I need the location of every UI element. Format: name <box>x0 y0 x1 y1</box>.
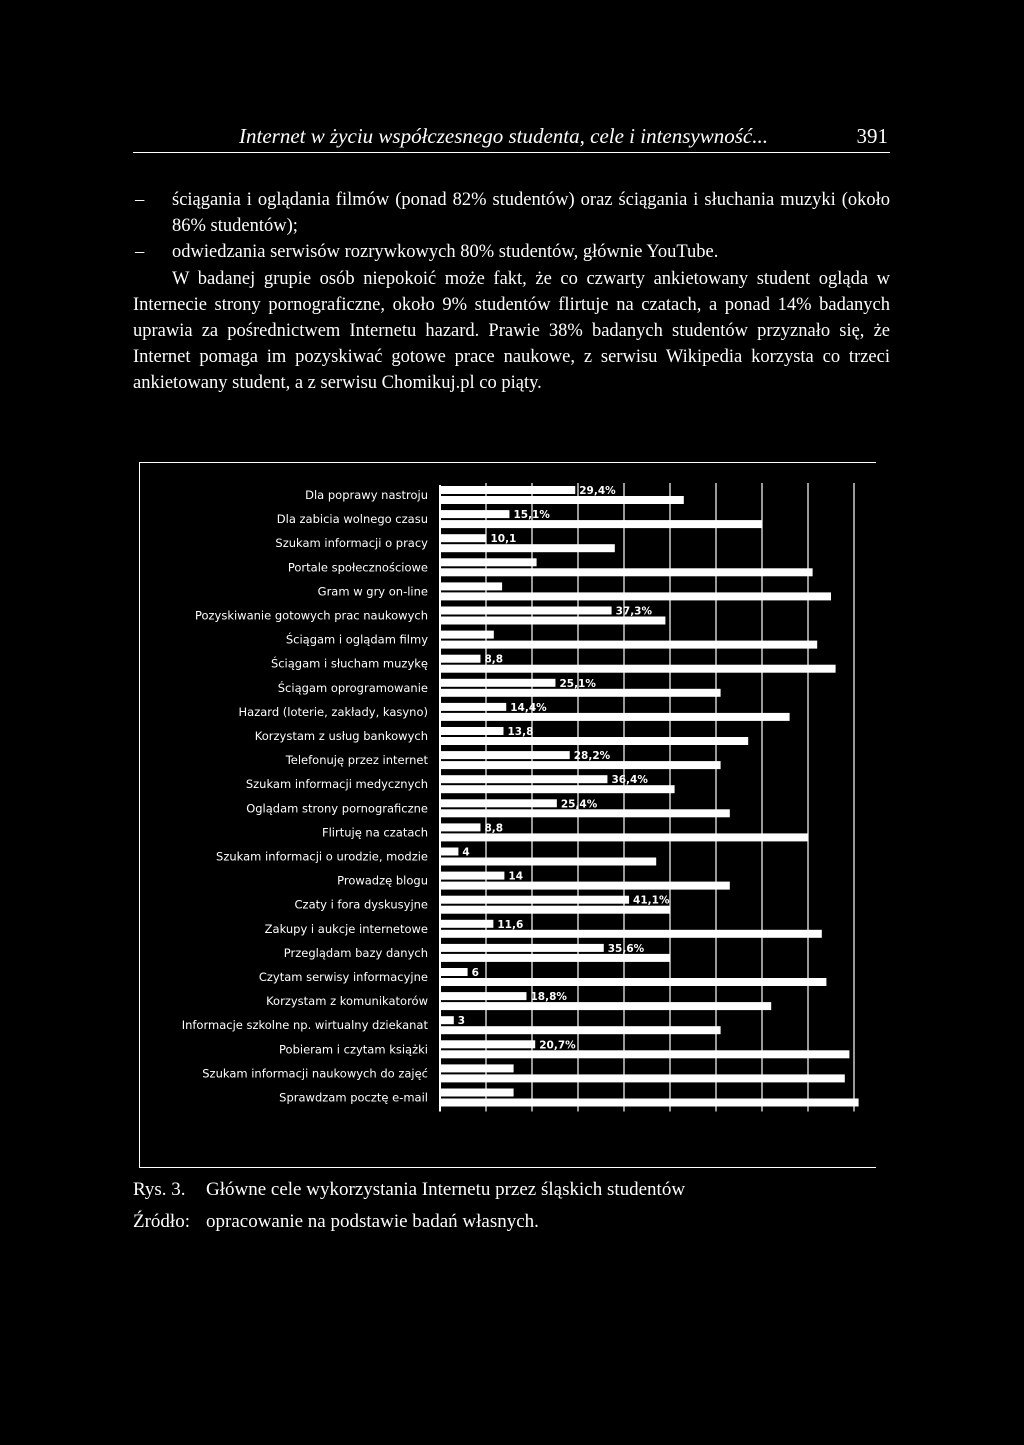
bar-series-2 <box>440 641 817 649</box>
data-label: 36,4% <box>611 774 648 787</box>
data-label: 3 <box>457 1015 466 1028</box>
category-label: Szukam informacji o urodzie, modzie <box>216 849 428 864</box>
bar-series-2 <box>440 785 675 793</box>
data-label: 10,1 <box>490 533 517 546</box>
category-label: Korzystam z usług bankowych <box>254 729 428 743</box>
category-label: Szukam informacji medycznych <box>245 777 428 792</box>
bar-series-2 <box>440 954 670 962</box>
bar-series-2 <box>440 568 813 576</box>
bar-series-1 <box>440 486 575 494</box>
page-number: 391 <box>856 124 888 148</box>
bar-series-1 <box>440 944 604 952</box>
bar-series-1 <box>440 1016 454 1024</box>
data-label: 8,8 <box>484 822 504 835</box>
data-label: 8,8 <box>484 653 504 666</box>
bar-series-2 <box>440 665 836 673</box>
bar-series-1 <box>440 510 509 518</box>
bar-series-1 <box>440 751 570 759</box>
bullet-dash: – <box>135 190 145 210</box>
running-header <box>133 122 890 153</box>
bar-series-1 <box>440 992 526 1000</box>
category-label: Sprawdzam pocztę e-mail <box>279 1090 428 1105</box>
data-label: 37,3% <box>615 605 653 618</box>
bar-series-2 <box>440 833 808 841</box>
category-label: Zakupy i aukcje internetowe <box>264 921 428 936</box>
bar-series-1 <box>440 534 486 542</box>
data-label: 4 <box>462 846 470 859</box>
bar-series-1 <box>440 775 607 783</box>
bar-series-2 <box>440 930 822 938</box>
data-label: 29,4% <box>579 485 616 497</box>
bar-series-2 <box>440 978 826 986</box>
bar-series-1 <box>440 872 504 880</box>
bar-series-1 <box>440 968 468 976</box>
bar-series-1 <box>440 727 503 735</box>
bar-series-1 <box>440 920 493 928</box>
bar-series-2 <box>440 882 730 890</box>
figure-caption: Rys. 3. Główne cele wykorzystania Internetu przez śląskich studentów <box>133 1179 686 1200</box>
category-label: Ściągam i słucham muzykę <box>270 656 428 671</box>
bar-series-1 <box>440 1064 514 1072</box>
bar-series-1 <box>440 582 502 590</box>
data-label: 28,2% <box>573 750 611 763</box>
category-label: Pozyskiwanie gotowych prac naukowych <box>194 608 428 623</box>
bar-series-2 <box>440 544 615 552</box>
category-label: Telefonuję przez internet <box>285 753 428 768</box>
category-label: Szukam informacji naukowych do zajęć <box>202 1066 428 1081</box>
category-label: Czytam serwisy informacyjne <box>258 970 428 984</box>
category-label: Ściągam oprogramowanie <box>277 680 428 695</box>
bar-series-1 <box>440 703 506 711</box>
bar-series-2 <box>440 906 670 914</box>
bullet-item <box>133 239 890 265</box>
data-label: 14 <box>508 870 524 883</box>
bar-series-2 <box>440 617 665 625</box>
figure-chart <box>139 462 876 1168</box>
bar-series-1 <box>440 558 537 566</box>
bullet-list <box>133 187 890 265</box>
bar-series-1 <box>440 655 480 663</box>
data-label: 41,1% <box>633 894 670 907</box>
data-label: 15,1% <box>513 509 550 522</box>
bar-series-2 <box>440 761 721 769</box>
category-label: Portale społecznościowe <box>287 560 428 575</box>
bar-series-1 <box>440 1089 514 1097</box>
category-label: Korzystam z komunikatorów <box>266 994 428 1009</box>
category-label: Pobieram i czytam książki <box>279 1042 428 1057</box>
bar-series-2 <box>440 713 790 721</box>
body-paragraph: W badanej grupie osób niepokoić może fakt, że co czwarty ankietowany student ogląda w Internecie strony pornograficzne, około 9% studentów flirtuje na czatach, a ponad 14% badanych uprawia za pośrednictwem Internetu hazard. Prawie 38% badanych studentów przyznało się, że Internet pomaga im pozyskiwać gotowe prace naukowe, z serwisu Wikipedia korzysta co trzeci ankietowany student, a z serwisu Chomikuj.pl co piąty. <box>133 269 890 393</box>
bar-series-1 <box>440 823 480 831</box>
data-label: 25,4% <box>560 798 598 811</box>
data-label: 35,6% <box>607 942 645 955</box>
data-label: 20,7% <box>539 1039 576 1052</box>
bar-series-2 <box>440 496 684 504</box>
category-label: Flirtuję na czatach <box>321 825 428 840</box>
category-label: Ściągam i oglądam filmy <box>285 632 428 647</box>
bar-series-2 <box>440 1099 859 1107</box>
bullet-text: ściągania i oglądania filmów (ponad 82% studentów) oraz ściągania i słuchania muzyki (około 86% studentów); <box>172 190 890 236</box>
category-label: Informacje szkolne np. wirtualny dziekanat <box>181 1018 428 1033</box>
data-label: 18,8% <box>530 991 567 1004</box>
bar-series-2 <box>440 520 762 528</box>
category-label: Dla poprawy nastroju <box>305 488 428 502</box>
bar-series-1 <box>440 1040 535 1048</box>
bullet-item <box>133 187 890 239</box>
bar-series-2 <box>440 1002 771 1010</box>
bar-series-1 <box>440 631 494 639</box>
bar-series-2 <box>440 737 748 745</box>
bar-series-1 <box>440 896 629 904</box>
category-label: Oglądam strony pornograficzne <box>246 801 428 816</box>
bar-series-2 <box>440 1074 845 1082</box>
bar-series-1 <box>440 679 555 687</box>
data-label: 11,6 <box>497 918 524 931</box>
bar-series-1 <box>440 799 557 807</box>
data-label: 6 <box>471 967 479 979</box>
data-label: 25,1% <box>559 677 596 690</box>
bar-series-1 <box>440 607 612 615</box>
category-label: Hazard (loterie, zakłady, kasyno) <box>238 704 428 719</box>
bar-series-2 <box>440 1026 721 1034</box>
category-label: Szukam informacji o pracy <box>275 536 428 551</box>
category-label: Dla zabicia wolnego czasu <box>276 512 428 527</box>
category-label: Gram w gry on-line <box>317 584 428 599</box>
bar-series-2 <box>440 592 831 600</box>
category-label: Czaty i fora dyskusyjne <box>294 897 428 912</box>
bar-chart <box>140 463 876 1167</box>
bar-series-2 <box>440 858 656 866</box>
bullet-text: odwiedzania serwisów rozrywkowych 80% studentów, głównie YouTube. <box>172 242 719 262</box>
header-title: Internet w życiu współczesnego studenta, cele i intensywność... <box>239 124 768 148</box>
figure-source: Źródło: opracowanie na podstawie badań własnych. <box>133 1211 539 1232</box>
bar-series-2 <box>440 809 730 817</box>
data-label: 14,4% <box>510 701 547 714</box>
category-label: Przeglądam bazy danych <box>283 945 428 960</box>
bullet-dash: – <box>135 242 145 262</box>
bar-series-1 <box>440 848 458 856</box>
bar-series-2 <box>440 689 721 697</box>
bar-series-2 <box>440 1050 849 1058</box>
category-label: Prowadzę blogu <box>337 873 428 888</box>
data-label: 13,8 <box>507 726 534 738</box>
